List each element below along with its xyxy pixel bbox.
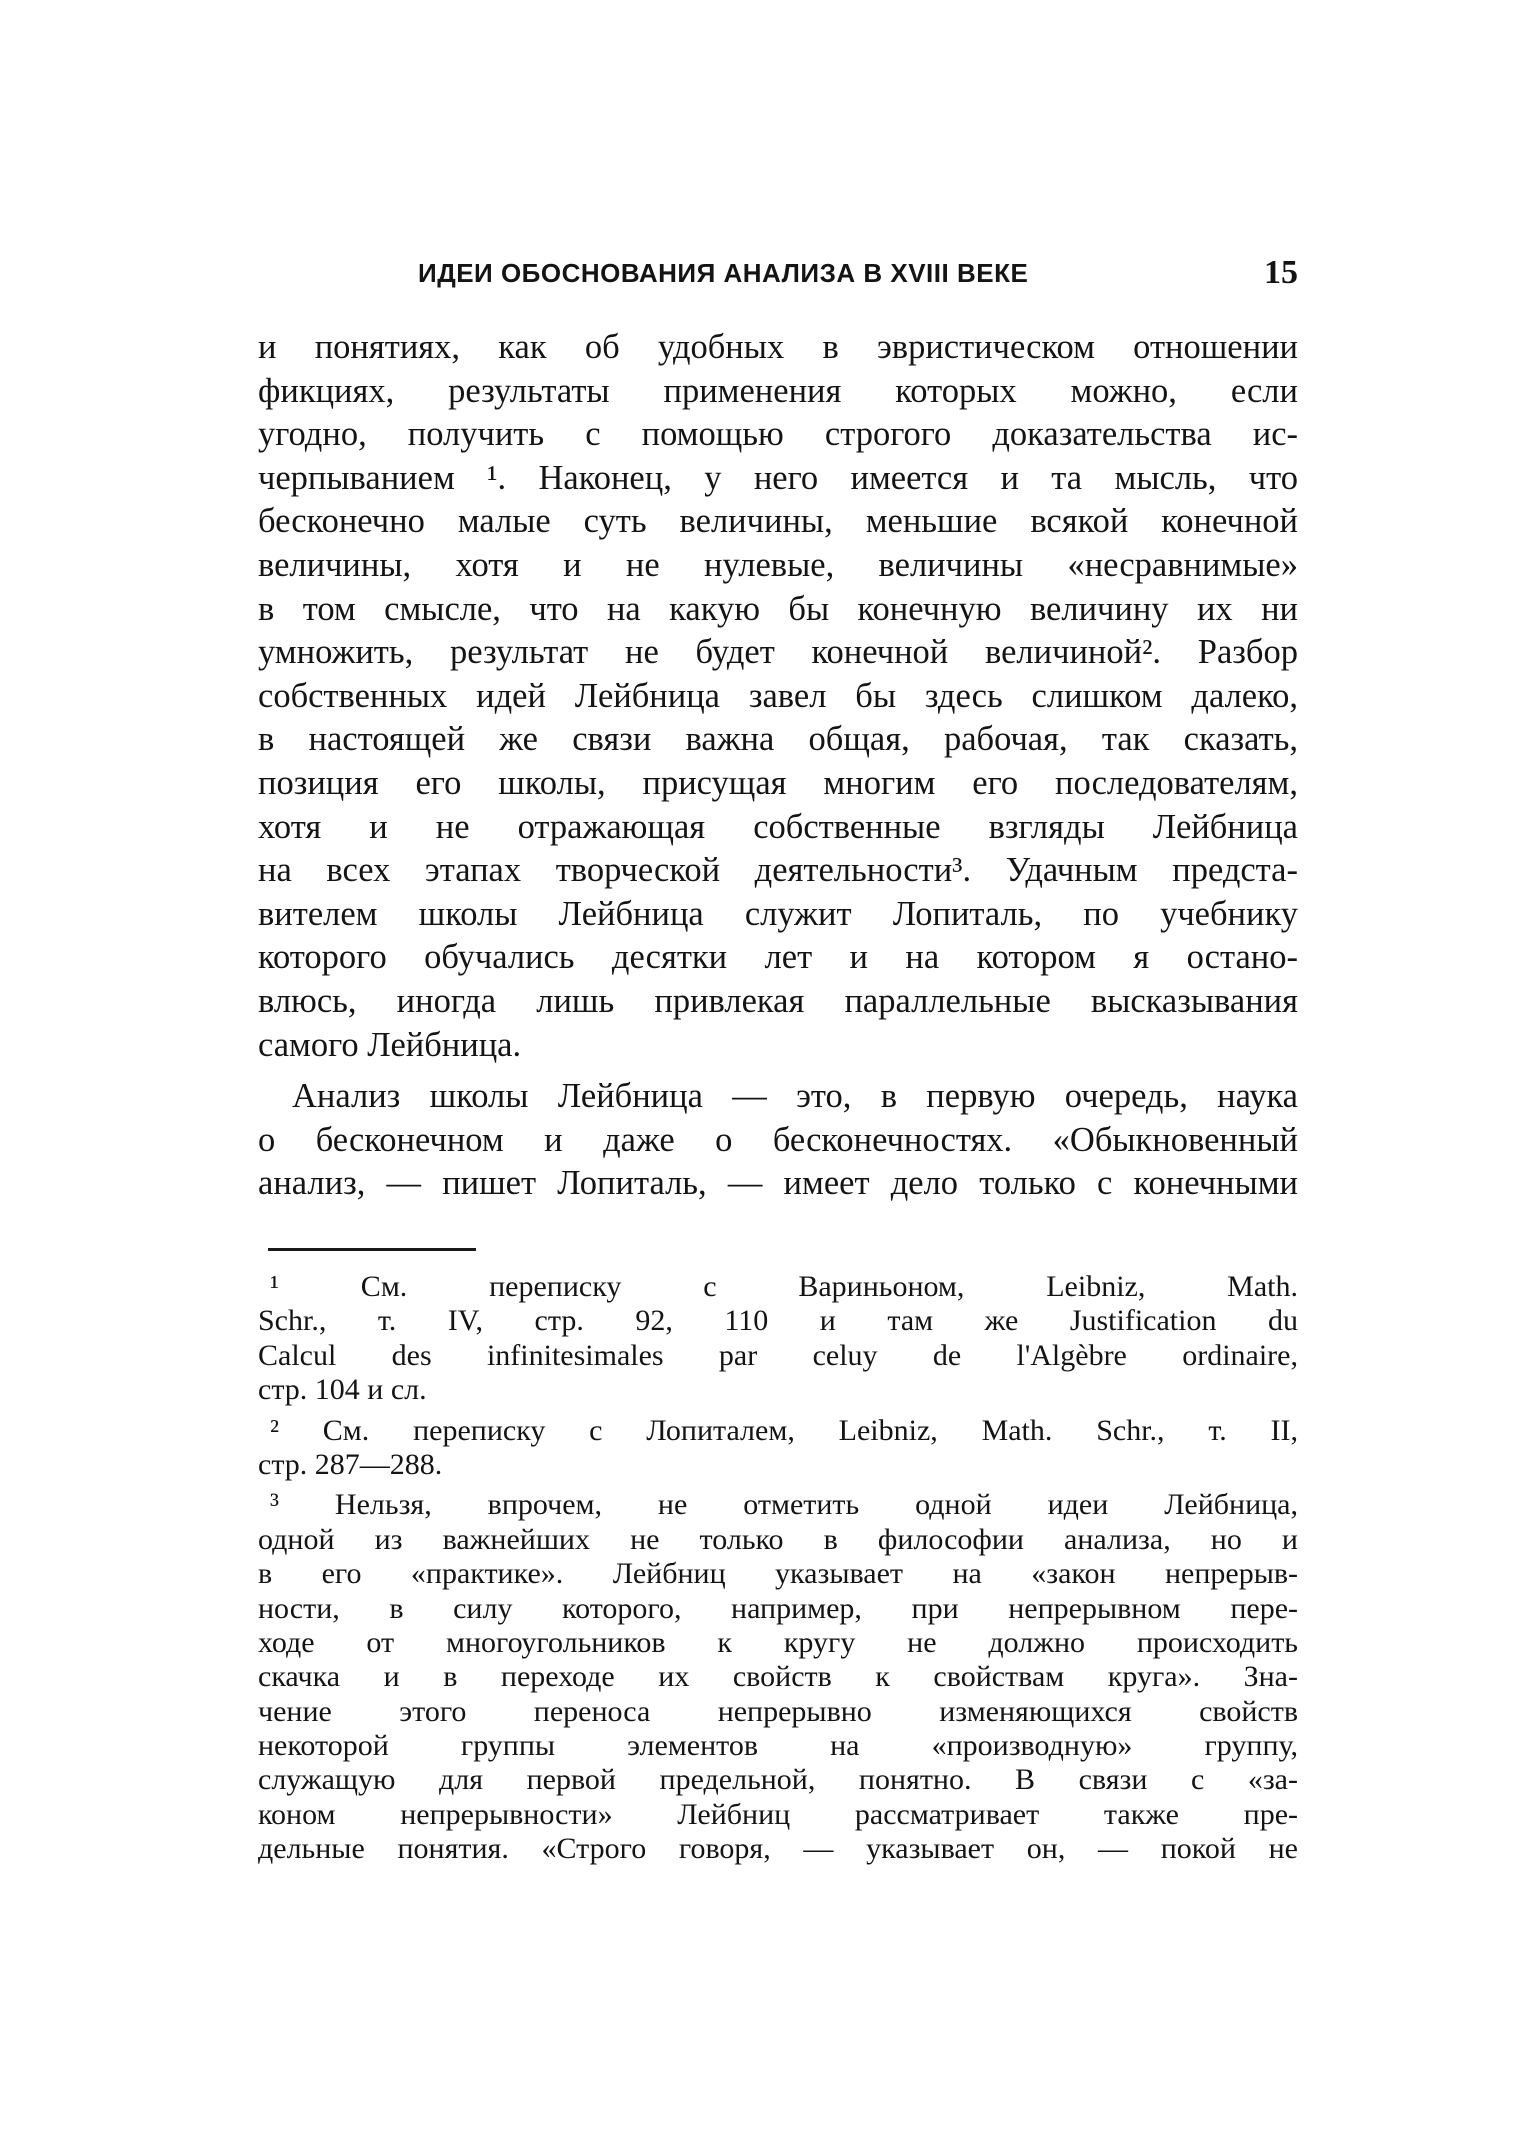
footnote-line: дельные понятия. «Строго говоря, — указывает он, — покой не [258, 1832, 1298, 1866]
text-line: черпыванием ¹. Наконец, у него имеется и та мысль, что [258, 458, 1298, 497]
footnote-line: ² См. переписку с Лопиталем, Leibniz, Math. Schr., т. II, [270, 1413, 1298, 1447]
paragraph [258, 326, 1298, 1067]
text-line: на всех этапах творческой деятельности³. Удачным предста- [258, 851, 1298, 890]
text-line: фикциях, результаты применения которых можно, если [258, 371, 1298, 410]
paragraph [258, 1075, 1298, 1206]
page-header [258, 254, 1298, 298]
footnote-line: ¹ См. переписку с Вариньоном, Leibniz, Math. [270, 1270, 1298, 1303]
text-line: в том смысле, что на какую бы конечную величину их ни [258, 589, 1298, 628]
footnotes [258, 1270, 1298, 1873]
footnote-1 [258, 1270, 1298, 1408]
text-line: собственных идей Лейбница завел бы здесь слишком далеко, [258, 676, 1298, 715]
text-line: и понятиях, как об удобных в эвристическом отношении [258, 328, 1298, 366]
footnote-line: чение этого переноса непрерывно изменяющихся свойств [258, 1694, 1298, 1728]
footnote-line: некоторой группы элементов на «производную» группу, [258, 1729, 1298, 1763]
footnote-line: Schr., т. IV, стр. 92, 110 и там же Justification du [258, 1304, 1298, 1338]
text-line: умножить, результат не будет конечной величиной². Разбор [258, 633, 1298, 672]
text-line: позиция его школы, присущая многим его последователям, [258, 763, 1298, 802]
footnote-line: стр. 104 и сл. [258, 1373, 427, 1407]
footnote-3 [258, 1488, 1298, 1866]
footnote-line: служащую для первой предельной, понятно. В связи с «за- [258, 1763, 1298, 1797]
text-line: бесконечно малые суть величины, меньшие всякой конечной [258, 502, 1298, 541]
footnote-line: одной из важнейших не только в философии анализа, но и [258, 1522, 1298, 1556]
footnote-line: коном непрерывности» Лейбниц рассматривает также пре- [258, 1797, 1298, 1831]
text-line: Анализ школы Лейбница — это, в первую очередь, наука [292, 1077, 1298, 1116]
text-line: влюсь, иногда лишь привлекая параллельные высказывания [258, 981, 1298, 1020]
footnote-line: в его «практике». Лейбниц указывает на «закон непрерыв- [258, 1557, 1298, 1591]
footnote-line: скачка и в переходе их свойств к свойствам круга». Зна- [258, 1660, 1298, 1694]
main-text [258, 326, 1298, 1206]
footnote-2 [258, 1414, 1298, 1483]
footnote-line: ³ Нельзя, впрочем, не отметить одной идеи Лейбница, [270, 1488, 1298, 1522]
footnote-line: ходе от многоугольников к кругу не должно происходить [258, 1625, 1298, 1659]
text-line: самого Лейбница. [258, 1025, 522, 1064]
text-line: анализ, — пишет Лопиталь, — имеет дело только с конечными [258, 1164, 1298, 1203]
footnote-separator [268, 1248, 476, 1251]
text-line: в настоящей же связи важна общая, рабочая, так сказать, [258, 720, 1298, 759]
text-line: величины, хотя и не нулевые, величины «несравнимые» [258, 545, 1298, 584]
footnote-line: стр. 287—288. [258, 1447, 443, 1481]
footnote-line: Calcul des infinitesimales par celuy de l'Algèbre ordinaire, [258, 1338, 1298, 1372]
page-number: 15 [1264, 254, 1298, 291]
book-page [258, 0, 1298, 2150]
text-line: о бесконечном и даже о бесконечностях. «Обыкновенный [258, 1120, 1298, 1159]
text-line: которого обучались десятки лет и на котором я остано- [258, 938, 1298, 977]
text-line: вителем школы Лейбница служит Лопиталь, по учебнику [258, 894, 1298, 933]
footnote-line: ности, в силу которого, например, при непрерывном пере- [258, 1591, 1298, 1625]
text-line: угодно, получить с помощью строгого доказательства ис- [258, 415, 1298, 454]
text-line: хотя и не отражающая собственные взгляды Лейбница [258, 807, 1298, 846]
running-title: ИДЕИ ОБОСНОВАНИЯ АНАЛИЗА В XVIII ВЕКЕ [418, 258, 1029, 288]
